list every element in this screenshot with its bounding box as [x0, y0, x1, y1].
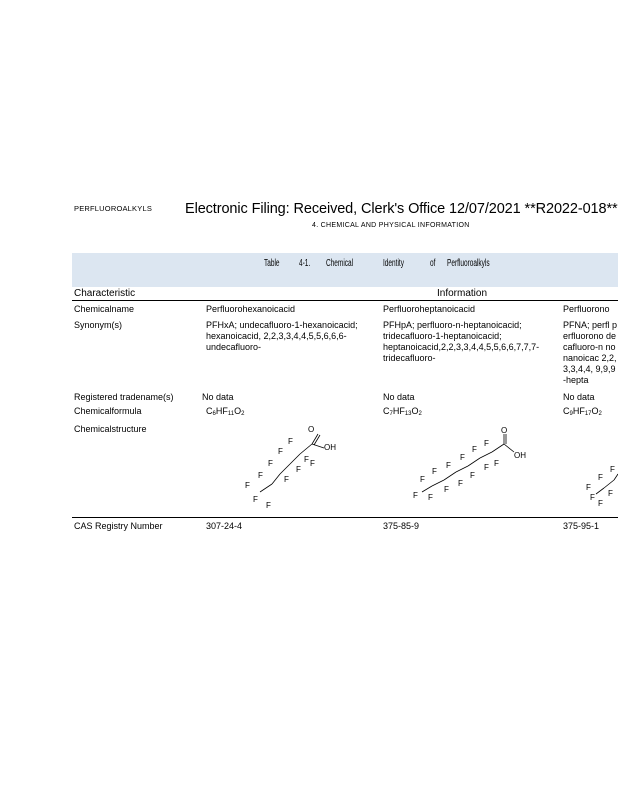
caption-table-word: Table [264, 258, 280, 269]
atom-f: F [590, 493, 595, 502]
col2-chemical-name: Perfluoroheptanoicacid [383, 304, 476, 314]
section-title: 4. CHEMICAL AND PHYSICAL INFORMATION [312, 222, 470, 229]
caption-chemical: Chemical [326, 258, 354, 269]
col3-chemical-name: Perfluorono [563, 304, 610, 314]
atom-f: F [413, 491, 418, 500]
row-label-formula: Chemicalformula [74, 406, 142, 416]
structure-pfhxa [240, 420, 350, 512]
col2-tradenames: No data [383, 392, 415, 402]
atom-f: F [472, 445, 477, 454]
structure-pfhpa [410, 426, 535, 508]
atom-f: F [258, 471, 263, 480]
row-label-tradenames: Registered tradename(s) [74, 392, 174, 402]
atom-f: F [446, 461, 451, 470]
atom-f: F [610, 465, 615, 474]
atom-f: F [268, 459, 273, 468]
atom-f: F [304, 455, 309, 464]
row-label-synonyms: Synonym(s) [74, 320, 123, 330]
cas-rule [72, 517, 618, 518]
atom-f: F [586, 483, 591, 492]
atom-f: F [428, 493, 433, 502]
atom-f: F [458, 479, 463, 488]
atom-oh: OH [324, 443, 336, 452]
atom-f: F [460, 453, 465, 462]
col1-chemical-name: Perfluorohexanoicacid [206, 304, 296, 314]
atom-f: F [598, 499, 603, 508]
atom-f: F [494, 459, 499, 468]
atom-oh: OH [514, 451, 526, 460]
col3-tradenames: No data [563, 392, 595, 402]
row-label-chemical-name: Chemicalname [74, 304, 135, 314]
atom-f: F [420, 475, 425, 484]
col3-cas: 375-95-1 [563, 521, 600, 531]
atom-f: F [284, 475, 289, 484]
col2-cas: 375-85-9 [383, 521, 420, 531]
row-label-structure: Chemicalstructure [74, 424, 147, 434]
caption-table-number: 4-1. [299, 258, 311, 269]
atom-f: F [470, 471, 475, 480]
col2-synonyms: PFHpA; perfluoro-n-heptanoicacid; tridecafluoro-1-heptanoicacid; heptanoicacid,2,2,3,3,4,4,5,5,6,6,7,7,7-tridecafluoro- [383, 320, 540, 363]
atom-f: F [288, 437, 293, 446]
atom-f: F [608, 489, 613, 498]
col1-cas: 307-24-4 [206, 521, 243, 531]
running-header: PERFLUOROALKYLS [74, 204, 153, 213]
atom-f: F [484, 463, 489, 472]
caption-identity: Identity [383, 258, 404, 269]
atom-f: F [444, 485, 449, 494]
structure-pfna-partial [584, 460, 618, 508]
atom-o: O [308, 425, 315, 434]
col2-formula: $C_7HF_{13}O_2$ [383, 406, 422, 417]
atom-f: F [598, 473, 603, 482]
atom-f: F [245, 481, 250, 490]
col-header-information: Information [437, 288, 488, 299]
atom-f: F [278, 447, 283, 456]
atom-f: F [484, 439, 489, 448]
caption-subject: Perfluoroalkyls [447, 258, 490, 269]
col-header-characteristic: Characteristic [74, 288, 136, 299]
header-rule [72, 300, 618, 301]
col1-tradenames: No data [202, 392, 234, 402]
atom-o: O [501, 426, 508, 435]
atom-f: F [296, 465, 301, 474]
atom-f: F [310, 459, 315, 468]
col1-synonyms: PFHxA; undecafluoro-1-hexanoicacid; hexanoicacid, 2,2,3,3,4,4,5,5,6,6,6-undecafluoro- [206, 320, 358, 352]
filing-stamp: Electronic Filing: Received, Clerk's Office 12/07/2021 **R2022-018** [185, 201, 618, 217]
caption-of: of [430, 258, 436, 269]
col3-formula: $C_9HF_{17}O_2$ [563, 406, 602, 417]
atom-f: F [432, 467, 437, 476]
atom-f: F [266, 501, 271, 510]
atom-f: F [253, 495, 258, 504]
col1-formula: $C_6HF_{11}O_2$ [206, 406, 245, 417]
row-label-cas: CAS Registry Number [74, 521, 163, 531]
col3-synonyms: PFNA; perfl perfluorono decafluoro-n nonanoicac 2,2,3,3,4,4, 9,9,9-hepta [563, 320, 618, 385]
